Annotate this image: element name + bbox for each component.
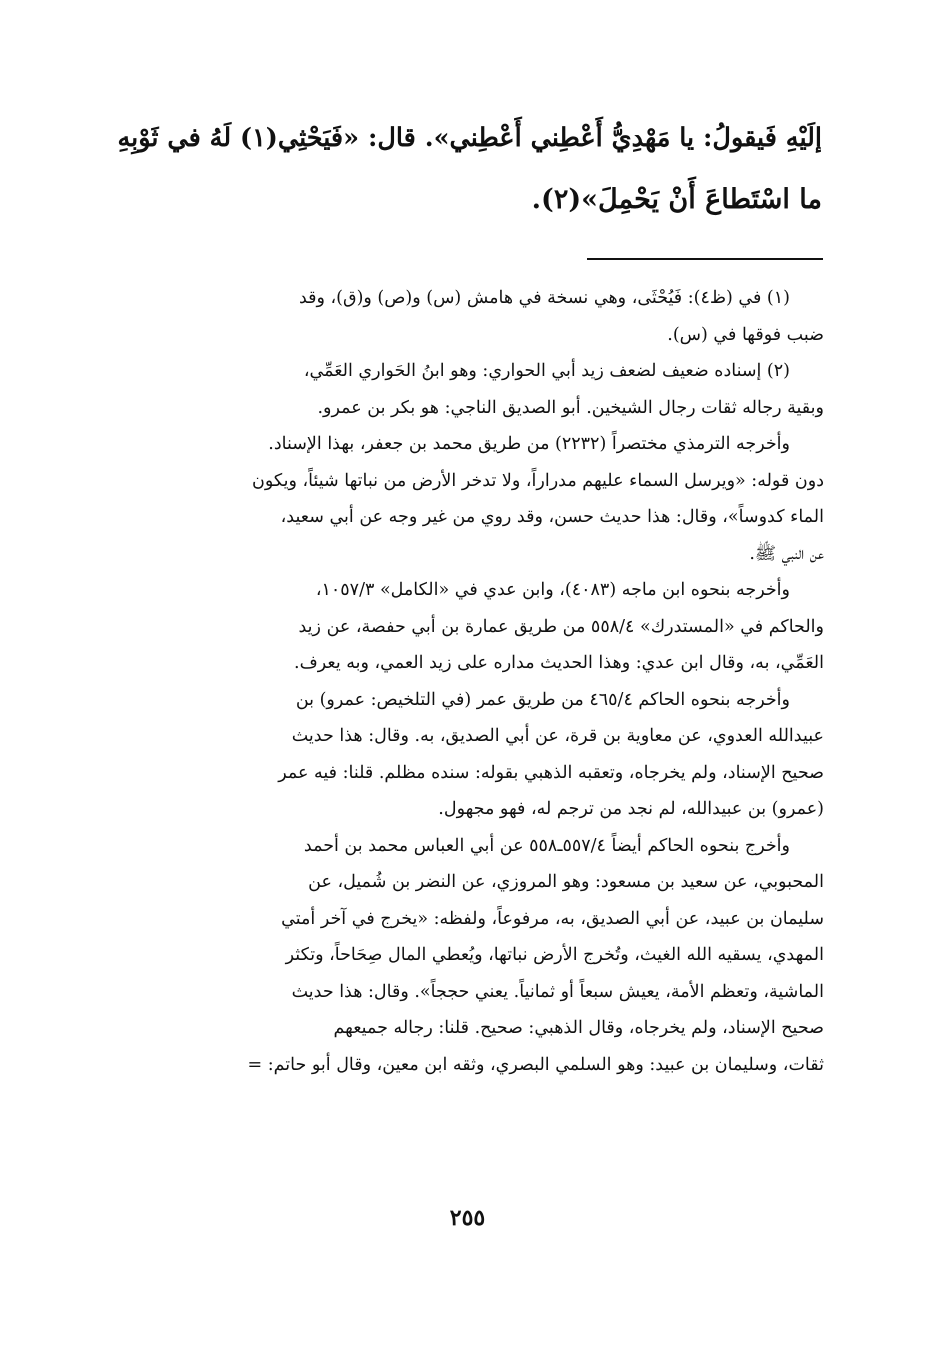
footnote-line: العَمِّي، به، وقال ابن عدي: وهذا الحديث مداره على زيد العمي، وبه يعرف.: [294, 653, 824, 673]
main-text-line: إلَيْهِ فَيقولُ: يا مَهْدِيُّ أَعْطِني أَعْطِني». قال: «فَيَحْثِي(١) لَهُ في ثَوْبِهِ: [117, 123, 822, 153]
footnote-line: (عمرو) بن عبيدالله، لم نجد من ترجم له، فهو مجهول.: [438, 799, 824, 819]
footnote-line: دون قوله: «ويرسل السماء عليهم مدراراً، ولا تدخر الأرض من نباتها شيئاً، ويكون: [252, 470, 824, 491]
footnote-line: ثقات، وسليمان بن عبيد: وهو السلمي البصري، وثقه ابن معين، وقال أبو حاتم: =: [247, 1054, 824, 1075]
footnote-line: الماء كدوساً»، وقال: هذا حديث حسن، وقد روي من غير وجه عن أبي سعيد،: [280, 507, 824, 527]
footnote-line: المحبوبي، عن سعيد بن مسعود: وهو المروزي، عن النضر بن شُميل، عن: [308, 872, 824, 892]
footnote-line: وبقية رجاله ثقات رجال الشيخين. أبو الصديق الناجي: هو بكر بن عمرو.: [317, 397, 824, 418]
footnote-line: ضبب فوقها في (س).: [667, 324, 824, 345]
footnote-line: وأخرج بنحوه الحاكم أيضاً ٥٥٧/٤ـ٥٥٨ عن أبي العباس محمد بن أحمد: [303, 835, 790, 856]
footnote-line: وأخرجه بنحوه الحاكم ٤٦٥/٤ من طريق عمر (في التلخيص: عمرو) بن: [295, 689, 790, 710]
footnote-line: وأخرجه بنحوه ابن ماجه (٤٠٨٣)، وابن عدي في «الكامل» ١٠٥٧/٣،: [315, 580, 790, 600]
footnote-line: الماشية، وتعظم الأمة، يعيش سبعاً أو ثمانياً. يعني حججاً». وقال: هذا حديث: [291, 981, 824, 1002]
footnote-line: (١) في (ظ٤): فَيُحْثَى، وهي نسخة في هامش (س) و(ص) و(ق)، وقد: [298, 288, 790, 308]
footnote-line: سليمان بن عبيد، عن أبي الصديق، به، مرفوعاً، ولفظه: «يخرج في آخر أمتي: [281, 908, 824, 929]
footnote-line: عن النبي ﷺ.: [749, 543, 824, 564]
footnote-line: عبيدالله العدوي، عن معاوية بن قرة، عن أبي الصديق، به. وقال: هذا حديث: [291, 726, 824, 746]
main-text-line: ما اسْتَطاعَ أَنْ يَحْمِلَ»(٢).: [531, 184, 822, 215]
footnote-line: وأخرجه الترمذي مختصراً (٢٢٣٢) من طريق محمد بن جعفر، بهذا الإسناد.: [268, 434, 790, 454]
footnotes: [108, 280, 824, 1083]
footnote-line: والحاكم في «المستدرك» ٥٥٨/٤ من طريق عمارة بن أبي حفصة، عن زيد: [298, 616, 824, 637]
footnote-line: صحيح الإسناد، ولم يخرجاه، وقال الذهبي: صحيح. قلنا: رجاله جميعهم: [333, 1018, 824, 1038]
footnote-line: (٢) إسناده ضعيف لضعف زيد أبي الحواري: وهو ابنُ الحَواري العَمِّي،: [303, 361, 790, 381]
footnote-line: المهدي، يسقيه الله الغيث، وتُخرج الأرض نباتها، ويُعطي المال صِحَاحاً، وتكثر: [285, 945, 824, 965]
footnote-line: صحيح الإسناد، ولم يخرجاه، وتعقبه الذهبي بقوله: سنده مظلم. قلنا: فيه عمر: [278, 762, 824, 783]
main-text: [110, 108, 822, 230]
page-number: ٢٥٥: [449, 1205, 486, 1231]
footnote-divider: [587, 258, 823, 260]
